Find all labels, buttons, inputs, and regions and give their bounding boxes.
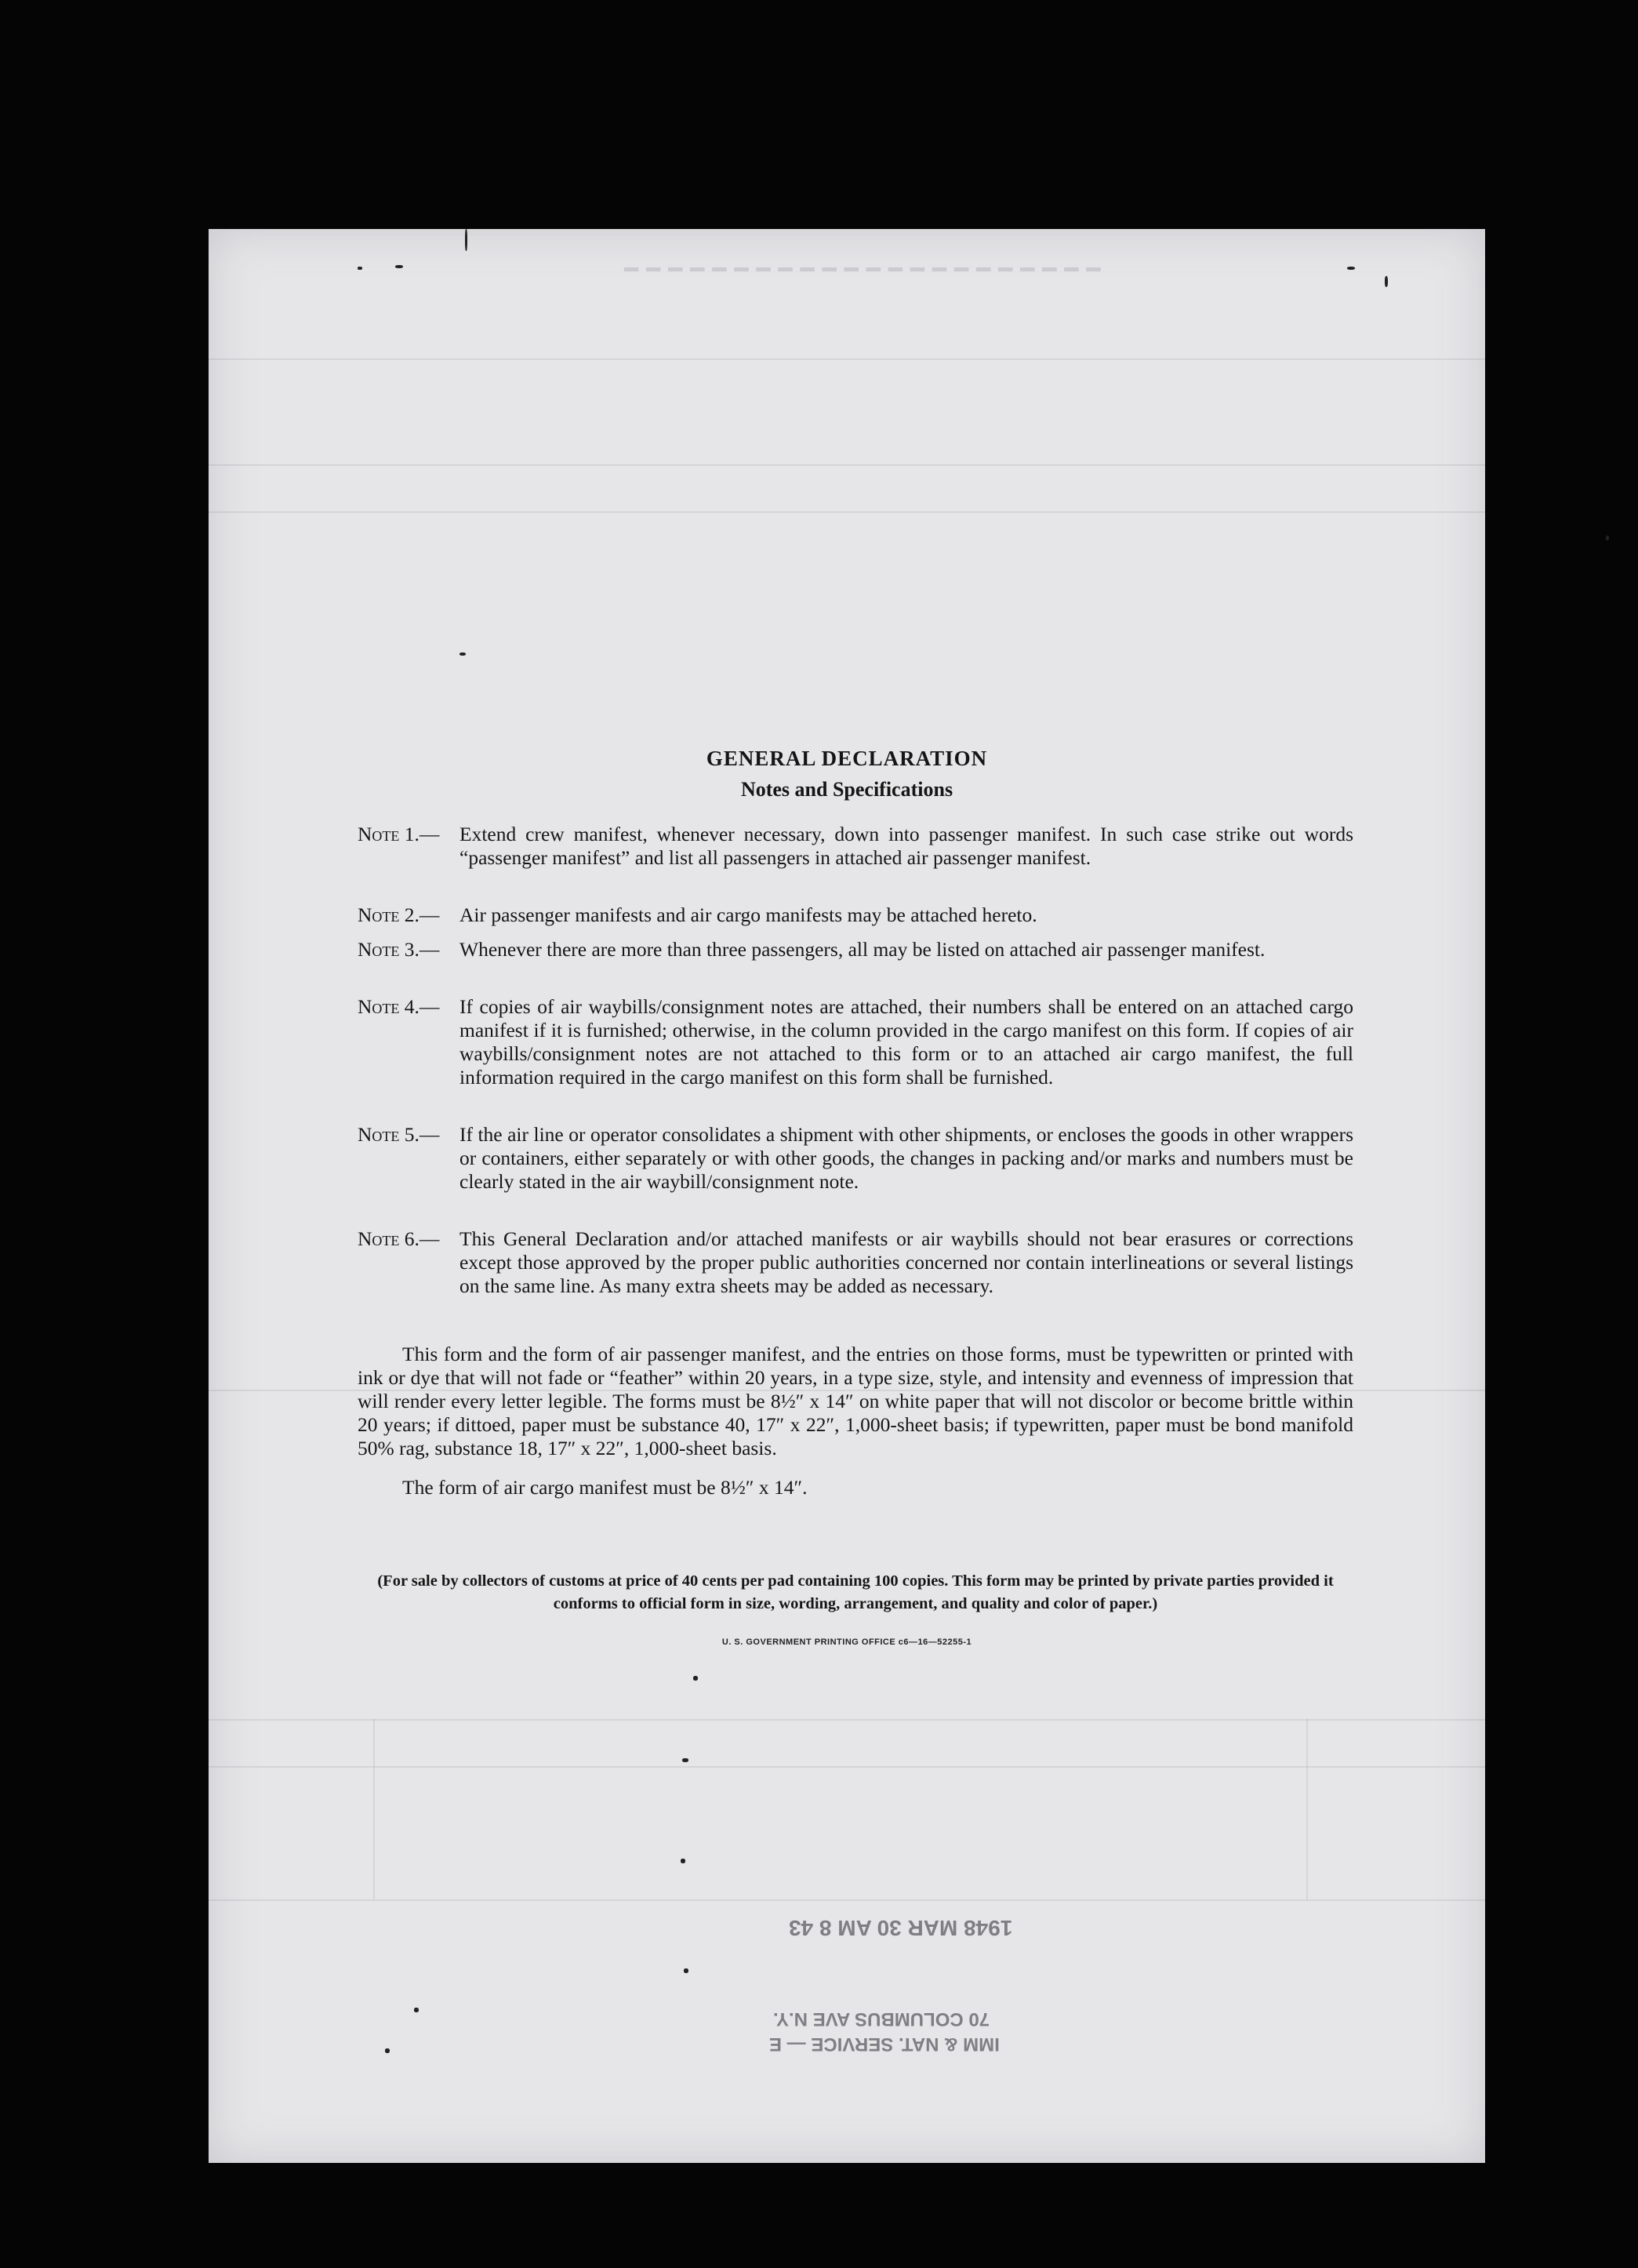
note-5 <box>358 1123 1353 1194</box>
note-text: This General Declaration and/or attached manifests or air waybills should not bear erasures or corrections except those approved by the proper public authorities concerned nor contain interlineations or several listings on the same line. As many extra sheets may be added as necessary. <box>459 1227 1353 1297</box>
bleed-through-rule <box>209 464 1485 466</box>
bleed-through-heading: ━━━━━━━━━━━━━━━━━━━━━━ <box>624 257 1109 283</box>
receipt-stamp-date: 1948 MAR 30 AM 8 43 <box>789 1916 1013 1940</box>
document-subtitle: Notes and Specifications <box>740 778 953 801</box>
note-label: Note 4.— <box>358 995 440 1018</box>
speck-mark <box>1347 267 1355 270</box>
speck-mark <box>681 1859 685 1863</box>
note-text: If copies of air waybills/consignment notes are attached, their numbers shall be entered on an attached cargo manifest if it is furnished; otherwise, in the column provided in the cargo manifest on this form. If copies of air waybills/consignment notes are not attached to this form or to an attached air cargo manifest, the full information required in the cargo manifest on this form shall be furnished. <box>459 995 1353 1089</box>
bleed-through-rule <box>209 1899 1485 1901</box>
bleed-through-rule <box>373 1719 375 1899</box>
speck-mark <box>414 2008 419 2012</box>
receipt-stamp-service: IMM & NAT. SERVICE — E <box>769 2034 1000 2055</box>
printer-imprint: U. S. GOVERNMENT PRINTING OFFICE c6—16—52255-1 <box>721 1637 972 1647</box>
note-text: Whenever there are more than three passengers, all may be listed on attached air passenger manifest. <box>459 938 1266 961</box>
note-label: Note 6.— <box>358 1227 440 1250</box>
bleed-through-rule <box>209 1766 1485 1768</box>
note-text: Air passenger manifests and air cargo manifests may be attached hereto. <box>459 903 1037 926</box>
note-2 <box>358 903 1353 927</box>
speck-mark <box>358 267 362 270</box>
form-specification-paragraph: This form and the form of air passenger manifest, and the entries on those forms, must be typewritten or printed with ink or dye that will not fade or “feather” within 20 years, in a type size, style, and intensity and evenness of impression that will render every letter legible. The forms must be 8½″ x 14″ on white paper that will not discolor or become brittle within 20 years; if dittoed, paper must be substance 40, 17″ x 22″, 1,000-sheet basis; if typewritten, paper must be bond manifold 50% rag, substance 18, 17″ x 22″, 1,000-sheet basis. <box>358 1343 1353 1459</box>
speck-mark <box>684 1968 688 1973</box>
bleed-through-rule <box>209 511 1485 513</box>
note-3 <box>358 938 1353 961</box>
bleed-through-rule <box>209 358 1485 360</box>
speck-mark <box>395 265 403 268</box>
document-page <box>209 229 1485 2163</box>
note-6 <box>358 1227 1353 1298</box>
speck-mark <box>693 1676 698 1681</box>
note-label: Note 5.— <box>358 1123 440 1146</box>
speck-mark <box>459 652 466 656</box>
speck-mark <box>465 229 467 251</box>
document-title: GENERAL DECLARATION <box>706 747 988 770</box>
bleed-through-rule <box>209 1719 1485 1721</box>
speck-mark <box>682 1758 688 1762</box>
note-label: Note 1.— <box>358 823 440 845</box>
note-1 <box>358 823 1353 870</box>
note-text: Extend crew manifest, whenever necessary, down into passenger manifest. In such case strike out words “passenger manifest” and list all passengers in attached air passenger manifest. <box>459 823 1353 869</box>
bleed-through-rule <box>1306 1719 1308 1899</box>
speck-mark <box>1606 536 1609 540</box>
note-label: Note 2.— <box>358 903 440 926</box>
speck-mark <box>385 2048 390 2053</box>
receipt-stamp-office: 70 COLUMBUS AVE N.Y. <box>773 2008 990 2030</box>
note-label: Note 3.— <box>358 938 440 961</box>
speck-mark <box>1385 276 1388 287</box>
note-text: If the air line or operator consolidates a shipment with other shipments, or encloses the goods in other wrappers or containers, either separately or with other goods, the changes in packing and/or marks and numbers must be clearly stated in the air waybill/consignment note. <box>459 1123 1353 1193</box>
cargo-manifest-size-note: The form of air cargo manifest must be 8½″ x 14″. <box>402 1476 808 1499</box>
note-4 <box>358 995 1353 1089</box>
sale-note: (For sale by collectors of customs at price of 40 cents per pad containing 100 copies. This form may be printed by private parties provided it conforms to official form in size, wording, arrangement, and quality and color of paper.) <box>377 1572 1334 1612</box>
